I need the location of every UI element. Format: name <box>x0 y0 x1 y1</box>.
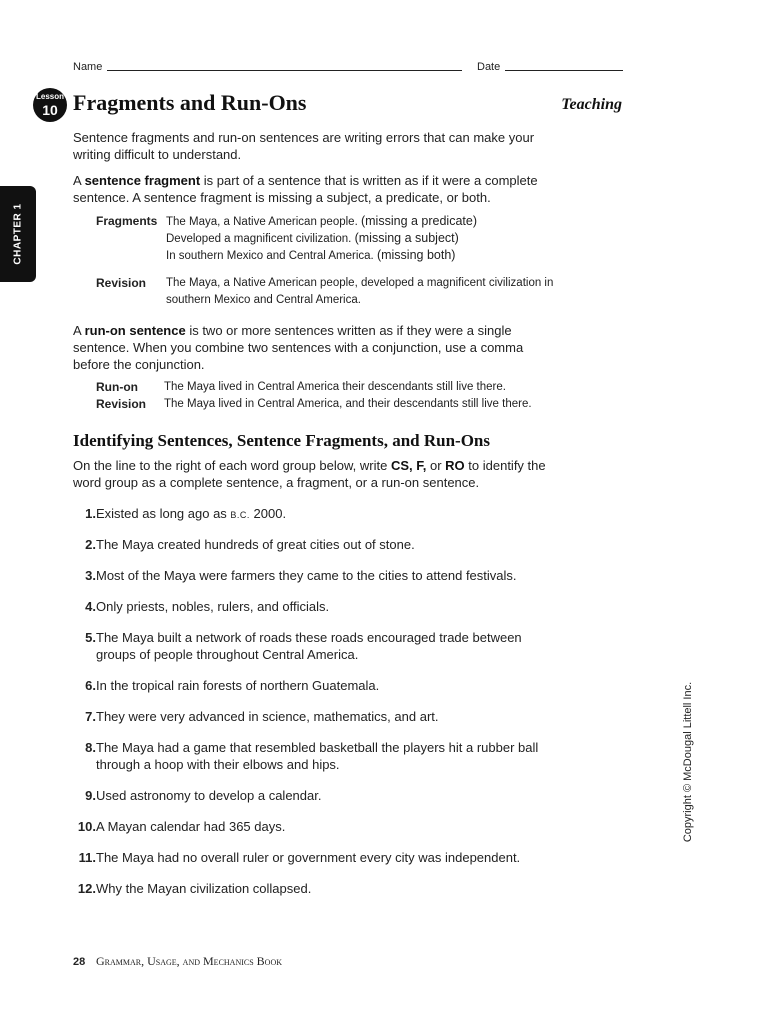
lesson-number: 10 <box>42 102 58 118</box>
fragment-example-note: (missing a predicate) <box>360 214 477 228</box>
fragment-example <box>166 213 566 231</box>
exercise-item <box>73 505 563 522</box>
fragment-example-note: (missing both) <box>376 248 456 262</box>
fragment-example-text: Developed a magnificent civilization. <box>166 233 352 245</box>
item-text: In the tropical rain forests of northern Guatemala. <box>96 678 380 693</box>
exercise-item <box>73 598 563 615</box>
exercise-item <box>73 880 563 897</box>
item-text-post: 2000. <box>249 506 287 521</box>
section-instructions <box>73 457 563 491</box>
instr-pre: On the line to the right of each word group below, write <box>73 458 391 473</box>
fragment-def-term: sentence fragment <box>84 173 201 188</box>
runon-revision-label: Revision <box>96 397 147 411</box>
item-text: They were very advanced in science, mathematics, and art. <box>96 709 439 724</box>
item-number: 4. <box>85 599 96 614</box>
fragment-example-text: In southern Mexico and Central America. <box>166 250 374 262</box>
item-number: 11. <box>78 850 96 865</box>
copyright-notice: Copyright © McDougal Littell Inc. <box>682 681 694 843</box>
item-number: 9. <box>85 788 96 803</box>
name-label: Name <box>73 61 103 73</box>
runon-def-post: is two or more sentences written as if they were a single sentence. When you combine two sentences with a conjunction, use a comma before the conjunction. <box>73 323 524 372</box>
item-text <box>96 505 563 524</box>
exercise-item <box>73 739 563 772</box>
fragment-example <box>166 247 566 265</box>
item-text: The Maya had a game that resembled basketball the players hit a rubber ball through a hoop with their elbows and hips. <box>96 740 539 772</box>
instr-cs: CS, F, <box>390 458 427 473</box>
exercise-item <box>73 708 563 725</box>
exercise-item <box>73 677 563 694</box>
fragment-revision-label: Revision <box>96 276 147 290</box>
item-era: B.C. <box>230 510 250 520</box>
item-text: Why the Mayan civilization collapsed. <box>96 881 312 896</box>
fragment-example-text: The Maya, a Native American people. <box>166 216 358 228</box>
item-text: The Maya built a network of roads these roads encouraged trade between groups of people throughout Central America. <box>96 630 522 662</box>
fragment-example-note: (missing a subject) <box>354 231 459 245</box>
exercise-item <box>73 629 563 662</box>
item-text: The Maya created hundreds of great cities out of stone. <box>96 537 415 552</box>
fragment-example <box>166 230 566 248</box>
item-number: 12. <box>77 881 96 896</box>
runon-example-text: The Maya lived in Central America their descendants still live there. <box>164 381 506 393</box>
exercise-item <box>73 567 563 584</box>
fragment-definition <box>73 172 563 206</box>
date-label: Date <box>477 61 501 73</box>
intro-paragraph: Sentence fragments and run-on sentences are writing errors that can make your writing difficult to understand. <box>73 130 535 162</box>
item-number: 8. <box>85 740 96 755</box>
item-number: 10. <box>77 819 96 834</box>
lesson-type: Teaching <box>561 96 622 113</box>
runon-def-term: run-on sentence <box>84 323 186 338</box>
runon-def-pre: A <box>73 323 85 338</box>
item-number: 5. <box>85 630 96 645</box>
fragment-def-pre: A <box>73 173 85 188</box>
exercise-item <box>73 536 563 553</box>
item-text: Most of the Maya were farmers they came to the cities to attend festivals. <box>96 568 517 583</box>
section-title: Identifying Sentences, Sentence Fragments, and Run-Ons <box>73 431 490 450</box>
runon-definition <box>73 322 563 373</box>
book-title: Grammar, Usage, and Mechanics Book <box>96 954 283 968</box>
lesson-badge <box>33 88 67 122</box>
lesson-title: Fragments and Run-Ons <box>73 90 307 115</box>
exercise-item <box>73 849 563 866</box>
page-footer <box>73 954 282 969</box>
chapter-tab-label: CHAPTER 1 <box>12 203 24 265</box>
instr-post: to identify the word group as a complete sentence, a fragment, or a run-on sentence. <box>73 458 546 490</box>
runon-example-label: Run-on <box>96 380 138 394</box>
lesson-badge-label: Lesson <box>35 92 64 101</box>
item-text: Used astronomy to develop a calendar. <box>96 788 322 803</box>
name-line[interactable] <box>107 70 462 71</box>
runon-revision-text: The Maya lived in Central America, and their descendants still live there. <box>164 398 532 410</box>
item-number: 6. <box>85 678 96 693</box>
item-text-pre: Existed as long ago as <box>96 506 231 521</box>
item-text: Only priests, nobles, rulers, and officials. <box>96 599 330 614</box>
date-line[interactable] <box>505 70 623 71</box>
fragment-revision-text: The Maya, a Native American people, developed a magnificent civilization in southern Mexico and Central America. <box>166 277 554 306</box>
exercise-item <box>73 818 563 835</box>
instr-or: or <box>426 458 446 473</box>
item-number: 2. <box>85 537 96 552</box>
fragments-label: Fragments <box>96 214 158 228</box>
exercise-item <box>73 787 563 804</box>
item-number: 3. <box>85 568 96 583</box>
item-number: 1. <box>85 506 96 521</box>
fragment-def-post: is part of a sentence that is written as if it were a complete sentence. A sentence fragment is missing a subject, a predicate, or both. <box>73 173 538 205</box>
item-number: 7. <box>85 709 96 724</box>
instr-ro: RO <box>445 458 465 473</box>
item-text: A Mayan calendar had 365 days. <box>96 819 286 834</box>
item-text: The Maya had no overall ruler or government every city was independent. <box>96 850 521 865</box>
page-number: 28 <box>73 956 86 968</box>
